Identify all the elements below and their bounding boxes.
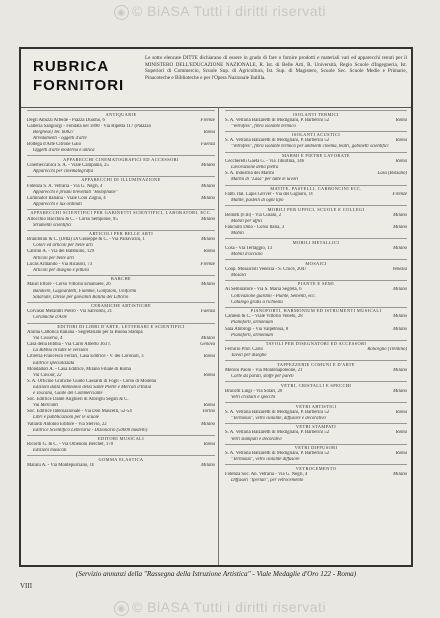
supplier-name: Mauri Ettore - Corso Vittorio Emanuele, 26 <box>27 282 111 288</box>
category-heading: VETROCEMENTO <box>225 464 407 472</box>
supplier-city: Milano <box>201 216 215 222</box>
supplier-description <box>225 333 407 339</box>
supplier-city: Roma <box>395 409 407 415</box>
supplier-name: S. A. Vetraria Balzaretti di Modigliani, P. Barberini 52 <box>225 451 330 457</box>
supplier-city: Milano <box>201 282 215 288</box>
watermark-top <box>0 3 440 20</box>
description-text: Ceramiche d'Arte <box>33 315 67 321</box>
supplier-description <box>225 273 407 279</box>
supplier-description <box>27 202 215 208</box>
description-text: Pianoforti, armonium <box>231 332 273 338</box>
supplier-name: Casa della Bibbia - Via Carlo Alberto 363 r. <box>27 342 111 348</box>
description-text: Carte da parati, stoffe per pareti <box>231 374 294 380</box>
category-heading: VETRI, CRISTALLI E SPECCHI <box>225 381 407 389</box>
supplier-name: Camesh & C. - Viale Vittorio Veneto, 28 <box>225 314 303 320</box>
supplier-description <box>27 315 215 321</box>
supplier-city: Milano <box>201 421 215 427</box>
watermark-text: © BiASA Tutti i diritti riservati <box>131 599 327 615</box>
supplier-name: Soc. Editrice Dante Alighieri di Albrighi Segati & C. <box>27 397 129 403</box>
supplier-city: Roma <box>203 372 215 378</box>
supplier-city: Firenze <box>392 192 407 198</box>
supplier-description <box>225 395 407 401</box>
description-text: Editrice Scientifico Letteraria - Dizionario (50000 modelli) <box>33 427 148 433</box>
supplier-city: Roncegno (Trentino) <box>367 347 407 353</box>
supplier-city: Milano <box>201 237 215 243</box>
supplier-name: Mondadori A. - Casa Editrice, Milano Filiale di Roma <box>27 366 131 372</box>
supplier-name: S. A. Vetraria Balzaretti di Modigliani, P. Barberini 52 <box>225 409 330 415</box>
category-heading: VETRI DIFFUSORI <box>225 444 407 452</box>
description-text: Apparecchi per cinematografia <box>33 168 94 174</box>
description-text: Coltivazione giardini - Piante, Sementi, ecc. <box>231 293 316 299</box>
supplier-city: Milano <box>201 183 215 189</box>
supplier-description <box>225 252 407 258</box>
supplier-city: Lasa (Bolzano) <box>377 171 407 177</box>
category-heading: ARTICOLI PER BELLE ARTI <box>27 230 215 238</box>
supplier-description <box>27 428 215 434</box>
description-text: Colori ed articoli per belle arti <box>33 243 93 249</box>
supplier-city: Venezia <box>392 266 407 272</box>
left-column <box>27 109 215 469</box>
supplier-city: Milano <box>201 336 215 342</box>
category-heading: MOSAICI <box>225 259 407 267</box>
description-text: Tavoli per disegno <box>231 353 267 359</box>
description-text: Libri e pubblicazioni per le scuole <box>33 415 99 421</box>
supplier-city: Milano <box>393 287 407 293</box>
supplier-city: Roma <box>203 354 215 360</box>
supplier-name: Libreria Francesco Ferrari, Casa Editrice - V. dei Coronari, 3 <box>27 354 144 360</box>
supplier-description <box>27 268 215 274</box>
description-text: Vetri cristalli e specchi <box>231 394 276 400</box>
supplier-name: Ai Seminatore - Via S. Maria Segreta, 6 <box>225 287 302 293</box>
supplier-name: Fabb. Ital. Lapis Giriver - Via del Gignoro, 16 <box>225 192 314 198</box>
category-heading: EDITORI DI LIBRI D'ARTE, LETTERARI E SCIENTIFICI <box>27 323 215 331</box>
supplier-city: Roma <box>203 442 215 448</box>
description-text: Vetri stampati e decorativi <box>231 436 282 442</box>
supplier-description <box>27 148 215 154</box>
biasa-logo-icon: ◉ <box>114 601 129 616</box>
supplier-city: Milano <box>393 471 407 477</box>
category-heading: MOBILI PER UFFICI, SCUOLE E COLLEGI <box>225 205 407 213</box>
category-heading: VETRI STAMPATI <box>225 423 407 431</box>
category-heading: TAPPEZZERIE COMUNI E D'ARTE <box>225 360 407 368</box>
supplier-name: Cabrini A. - Via del Babbuino, 129 <box>27 249 95 255</box>
supplier-name: Anima Cattolica Italiana - Segretariato per la Buona Stampa <box>27 330 143 336</box>
supplier-description <box>225 374 407 380</box>
column-divider <box>218 107 219 565</box>
supplier-city: Milano <box>393 314 407 320</box>
supplier-city: Milano <box>393 368 407 374</box>
category-heading: TAVOLI PER DISEGNATORI ED ACCESSORI <box>225 340 407 348</box>
supplier-city: Milano <box>201 463 215 469</box>
category-heading: BARCHE <box>27 275 215 283</box>
supplier-city: Milano <box>393 245 407 251</box>
supplier-city: Roma <box>203 403 215 409</box>
supplier-name: Ceccherelli Gaeta G. - Via Tiburtina, 146 <box>225 159 305 165</box>
supplier-name: Degli Albizzi Alfeide - Piazza Duomo, 6 <box>27 117 105 123</box>
category-heading: ISOLANTI TERMICI <box>225 110 407 118</box>
description-text: "Vetroflex", fibra isolante termico <box>231 123 296 129</box>
supplier-city: Firenze <box>200 117 215 123</box>
description-text: Via Cosseria, 4 <box>33 336 63 342</box>
supplier-name: Allocchio Bacchini & C. - Corso Sempione, 95 <box>27 216 118 222</box>
logo-line-2: FORNITORI <box>33 77 125 94</box>
supplier-city: Roma <box>395 138 407 144</box>
supplier-name: Brandolini & C. (Ditta) Di Giuseppe & C. - Via Pallavicini, 1 <box>27 237 145 243</box>
supplier-description <box>225 177 407 183</box>
supplier-city: Roma <box>203 249 215 255</box>
directory-header <box>21 49 411 108</box>
category-heading: APPARECCHI SCIENTIFICI PER GABINETTI SCIENTIFICI, LABORATORI, ECC. <box>27 209 215 217</box>
category-heading: MARMI E PIETRE LAVORATE <box>225 152 407 160</box>
description-text: Matite, pastelli di ogni tipo <box>231 198 284 204</box>
supplier-name: Bracotti Luigi - Via Solari, 28 <box>225 388 283 394</box>
supplier-name: S. A. Vetraria Balzaretti di Modigliani, P. Barberini 52 <box>225 117 330 123</box>
supplier-name: Bottega d'Arte Citrone Gaio <box>27 141 82 147</box>
supplier-description <box>225 198 407 204</box>
description-text: Pianoforti, armonium <box>231 320 273 326</box>
supplier-description <box>225 457 407 463</box>
supplier-city: Genova <box>200 342 215 348</box>
intro-paragraph: Le sotto elencate DITTE dichiarano di essere in grado di fare o fornire prodotti e materiali vari ed apparecchi tenuti per il MINISTERO DELL'EDUCAZIONE NAZIONALE, R. Ist. di Belle Arti, R. Università, Regio Scuole d'Ingegneria, Ist. Superiori di Commercio, Scuole Sup. di Agricoltura, Ist. Sup. di Magistero, Scuole Sec. Scuole Medie e Primarie, Pinacoteche e Biblioteche e per l'Opera Nazionale Balilla. <box>145 55 407 81</box>
supplier-description <box>27 223 215 229</box>
supplier-description <box>27 448 215 454</box>
description-text: "Termolux", vetro isolante, diffusore e decorativo <box>231 415 326 421</box>
supplier-city: Roma <box>395 117 407 123</box>
category-heading: MATITE, PASTELLI, CARBONCINI ECC. <box>225 185 407 193</box>
description-text: Oggetti d'arte moderna e antica <box>33 148 95 154</box>
description-text: Salariate, Divise per giovanili Balilla del Littorio <box>33 294 129 300</box>
supplier-city: Milano <box>393 212 407 218</box>
supplier-city: Roma <box>395 159 407 165</box>
watermark-text: © BiASA Tutti i diritti riservati <box>131 3 327 19</box>
supplier-description <box>225 416 407 422</box>
description-text: "Termolux", vetro isolante diffusore <box>231 457 300 463</box>
supplier-description <box>225 437 407 443</box>
category-heading: EDITORI MUSICALI <box>27 435 215 443</box>
description-text: Diffusori "Iperlan", per vetrocemento <box>231 478 304 484</box>
supplier-name: Bellotti (F.lli) - Via Cusani, 2 <box>225 212 282 218</box>
description-text: Catalogo gratis a richiesta <box>231 299 283 305</box>
supplier-description <box>27 169 215 175</box>
description-text: Via Mercanti <box>33 403 58 409</box>
supplier-city: Roma <box>395 430 407 436</box>
description-text: Edizioni dalla Antimonio della Sante Pietre e Mercati d'Italia <box>33 384 152 390</box>
supplier-city: Milano <box>393 326 407 332</box>
supplier-city: Firenze <box>200 261 215 267</box>
category-heading: MOBILI METALLICI <box>225 238 407 246</box>
supplier-name: Luminator Italiana - Viale Coni Zugna, 4 <box>27 195 106 201</box>
supplier-description <box>225 478 407 484</box>
supplier-directory-frame <box>19 47 413 567</box>
description-text: Strumenti scientifici <box>33 222 72 228</box>
logo-line-1: RUBRICA <box>33 58 110 75</box>
biasa-logo-icon: ◉ <box>114 5 129 20</box>
supplier-name: S. A. Officine Grafiche Guido Cassardi di Fogli - Corso di Modena <box>27 378 157 384</box>
supplier-city: Faenza <box>200 141 215 147</box>
description-text: Bandiere, Gagliardetti, Fiamme, Gonfaloni, Uniformi <box>33 288 137 294</box>
category-heading: VETRI ARTISTICI <box>225 402 407 410</box>
description-text: La Bibbia in tutte le versioni <box>33 348 89 354</box>
supplier-name: Ricordi G. & C. - Via Omenoni Berchet, 170 <box>27 442 114 448</box>
description-text: e Toscana, Guide del Commerciante <box>33 391 103 397</box>
description-text: Editrice specializzata <box>33 360 75 366</box>
category-heading: ANTIQUARIE <box>27 110 215 118</box>
supplier-city: Milano <box>201 195 215 201</box>
supplier-description <box>225 144 407 150</box>
supplier-name: Marani A. - Via Montepulciano, 16 <box>27 463 95 469</box>
footer-note: (Servizio annunzi della "Rassegna della Istruzione Artistica" - Viale Medaglie d'Oro 122 - Roma) <box>75 570 357 578</box>
description-text: Mobili per uffici <box>231 219 263 224</box>
category-heading: APPARECCHI DI ILLUMINAZIONE <box>27 176 215 184</box>
description-text: Borghese) Tel. 60827 <box>33 129 74 135</box>
supplier-name: Cosa - Via Terraggio, 13 <box>225 245 273 251</box>
description-text: Marmi di "Lasa" per tutte le lavori <box>231 177 299 183</box>
supplier-name: S. A. Industria dei Marmi <box>225 171 275 177</box>
supplier-name: Ferrario Prof. Carlo <box>225 347 263 353</box>
supplier-description <box>225 300 407 306</box>
supplier-city: Milano <box>201 162 215 168</box>
supplier-name: Fanciulli Dino - Corso Italia, 3 <box>225 225 285 231</box>
description-text: Articoli per disegno e pittura <box>33 267 89 273</box>
watermark-bottom <box>0 599 440 616</box>
supplier-city: Milano <box>393 225 407 231</box>
description-text: Apparecchi e lux ordinati <box>33 201 82 207</box>
description-text: Via Cavour, 22 <box>33 372 62 378</box>
category-heading: CERAMICHE ARTISTICHE <box>27 302 215 310</box>
directory-columns <box>21 107 411 567</box>
supplier-name: Galleria Sangiorgi - Fondata nel 1890 · Via Ripetta 117 (Palazzo <box>27 123 152 129</box>
supplier-name: Cinemeccanica S. A. - Viale Campania, 25 <box>27 162 109 168</box>
supplier-name: Coop. Mosaicisti Venezia - S. Croce, 2047 <box>225 266 307 272</box>
supplier-name: S. A. Vetraria Balzaretti di Modigliani, P. Barberini 52 <box>225 430 330 436</box>
supplier-city: Roma <box>395 451 407 457</box>
category-heading: PIANTE E SEMI <box>225 280 407 288</box>
supplier-description <box>225 353 407 359</box>
supplier-name: Soc. Editrice Internazionale - Via Don Mascelli, 52-54 <box>27 409 132 415</box>
rubrica-logo <box>33 57 138 95</box>
supplier-city: Torino <box>202 409 215 415</box>
supplier-city: Roma <box>203 129 215 135</box>
description-text: Articoli per belle arti <box>33 255 74 261</box>
description-text: Lavorazione della pietra <box>231 165 279 171</box>
description-text: Apparecchi e prismi brevettati "Holophane" <box>33 189 118 195</box>
supplier-name: Fidenza S. A. Vetraria - Via G. Negri, 4 <box>27 183 103 189</box>
description-text: "Vetroflex", fibra isolante termico per ambienti cinema, teatri, gabinetti scientifici <box>231 144 389 150</box>
supplier-name: Meroni Paolo - Via Montenapoleone, 21 <box>225 368 303 374</box>
page-number: VIII <box>20 582 33 590</box>
description-text: Edizioni musicali <box>33 448 67 454</box>
right-column <box>225 109 407 484</box>
supplier-description <box>225 124 407 130</box>
description-text: Mosaici <box>231 272 247 278</box>
supplier-name: Vallardi Antonio Editore - Via Stelvio, 22 <box>27 421 107 427</box>
supplier-name: Sala Ambrogi - Via Valpetrosa, 8 <box>225 326 289 332</box>
category-heading: ISOLANTI ACUSTICI <box>225 131 407 139</box>
category-heading: GOMMA ELASTICA <box>27 455 215 463</box>
description-text: Mobili <box>231 231 244 237</box>
supplier-entry <box>27 463 215 469</box>
supplier-name: Corvasio Melandri Pietro - Via Salvolini, 21 <box>27 309 113 315</box>
supplier-city: Milano <box>393 388 407 394</box>
supplier-name: S. A. Vetraria Balzaretti di Modigliani, P. Barberini 52 <box>225 138 330 144</box>
supplier-description <box>225 231 407 237</box>
description-text: Mobili d'acciaio <box>231 251 263 257</box>
supplier-description <box>27 295 215 301</box>
supplier-city: Faenza <box>200 309 215 315</box>
category-heading: APPARECCHI CINEMATOGRAFICI ED ACCESSORI <box>27 155 215 163</box>
description-text: Arredamenti - oggetti d'arte <box>33 135 87 141</box>
category-heading: PIANOFORTI, HARMONIUM ED ISTRUMENTI MUSICALI <box>225 307 407 315</box>
supplier-name: Lucas Armando - Via Ricasoli, 73 <box>27 261 93 267</box>
supplier-name: Fidenza Soc. An. Vetraria - Via G. Negri, 4 <box>225 471 308 477</box>
